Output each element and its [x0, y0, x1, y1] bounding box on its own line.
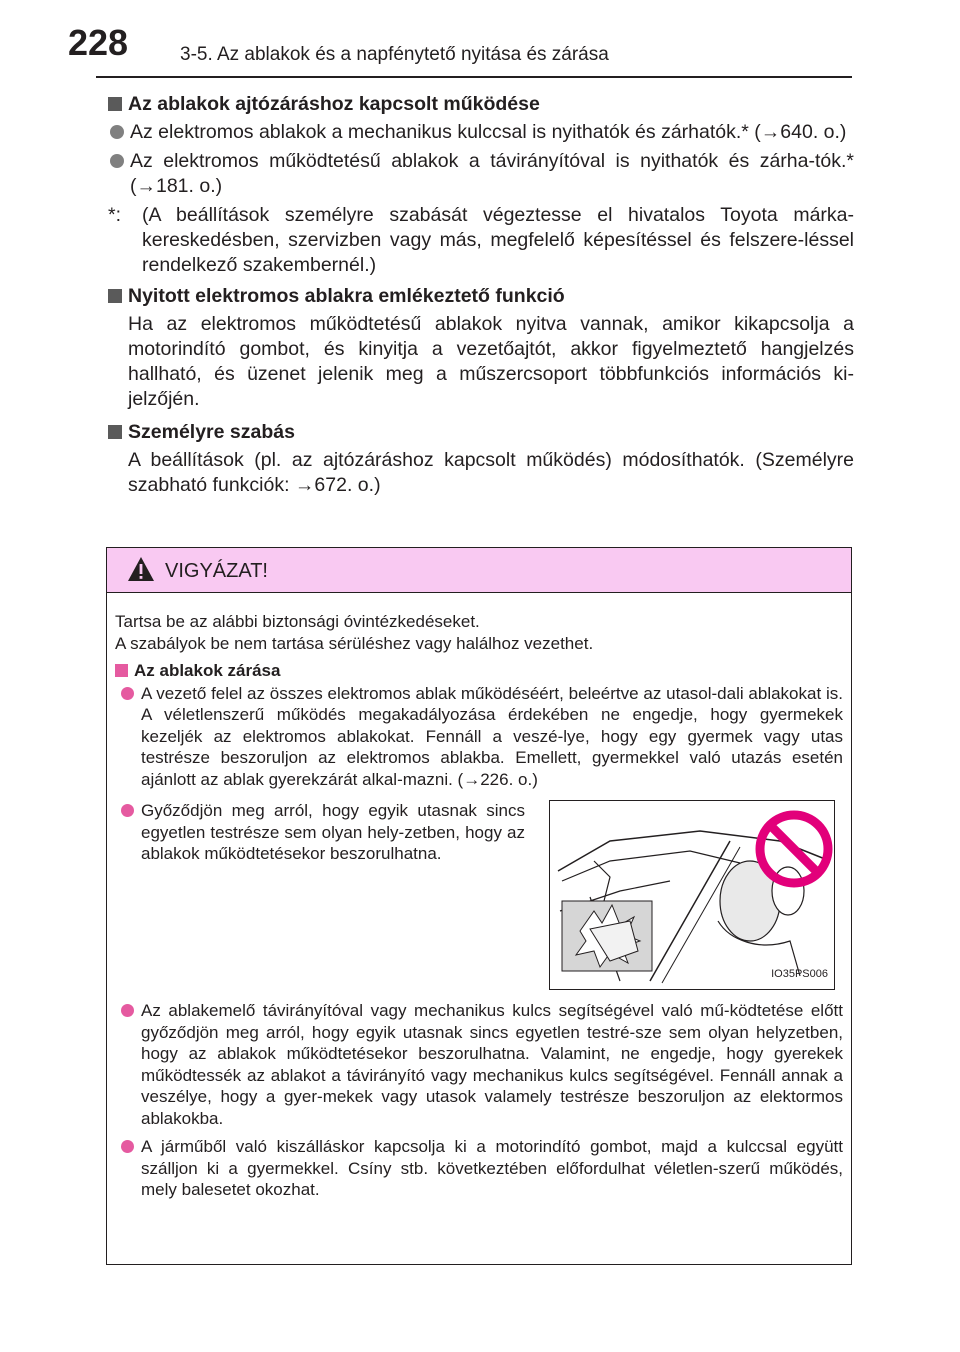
section-title: Személyre szabás [128, 421, 295, 443]
section-heading [108, 284, 854, 309]
caution-list-item-text: A vezető felel az összes elektromos ablak működéséért, beleértve az utasol-dali ablakokat is. A véletlenszerű működés megakadályozása érdekében ne engedje, hogy gyermekek kezeljék az elektromos ablakokat. Fennáll a veszé-lye, hogy egy gyermek vagy utas testrésze beszoruljon az elektromos ablakba. Emellett, gyermekkel való utazás esetén ajánlott az ablak gyerekzárát alkal-mazni. (→226. o.) [141, 683, 843, 789]
figure-code: IO35PS006 [771, 967, 828, 980]
section-paragraph: A beállítások (pl. az ajtózáráshoz kapcsolt működés) módosíthatók. (Személyre szabható funkciók: →672. o.) [128, 449, 854, 496]
round-bullet-icon [110, 154, 124, 168]
caution-list-item [115, 800, 525, 983]
car-interior-illustration [550, 801, 834, 989]
round-bullet-icon [121, 1004, 134, 1017]
round-bullet-icon [121, 804, 134, 817]
square-bullet-icon [108, 425, 122, 439]
list-item-text: Az elektromos működtetésű ablakok a távirányítóval is nyithatók és zárha-tók.* (→181. o.) [130, 150, 854, 197]
section-title: Nyitott elektromos ablakra emlékeztető funkció [128, 285, 565, 307]
section-paragraph: Ha az elektromos működtetésű ablakok nyitva vannak, amikor kikapcsolja a motorindító gombot, és kinyitja a vezetőajtót, akkor figyelmeztető hangjelzés hallható, és üzenet jelenik meg a műszercsoport többfunkciós információs ki-jelzőjén. [128, 313, 854, 410]
section-customization [108, 420, 854, 498]
list-item [108, 120, 854, 145]
warning-triangle-icon [127, 556, 155, 582]
section-heading [108, 92, 854, 117]
caution-list-item [115, 1000, 843, 1129]
page-number: 228 [68, 22, 129, 63]
caution-intro-line: Tartsa be az alábbi biztonsági óvintézkedéseket. [115, 612, 480, 631]
caution-subheading-text: Az ablakok zárása [134, 661, 281, 680]
section-reminder [108, 284, 854, 412]
list-item [108, 149, 854, 199]
caution-list-item [115, 1136, 843, 1201]
chapter-title: 3-5. Az ablakok és a napfénytető nyitása és zárása [180, 44, 609, 65]
caution-intro [115, 611, 843, 654]
footnote-mark: *: [108, 204, 122, 226]
caution-subheading [115, 660, 843, 682]
round-bullet-icon [121, 687, 134, 700]
footnote [108, 203, 854, 278]
illustration-hand-caught-in-window [549, 800, 835, 990]
caution-list-item-text: A járműből való kiszálláskor kapcsolja ki a motorindító gombot, majd a kulccsal együtt szálljon ki a gyermekkel. Csíny stb. következtében előfordulhat véletlen-szerű működés, mely balesetet okozhat. [141, 1137, 843, 1199]
round-bullet-icon [121, 1140, 134, 1153]
caution-box [106, 547, 852, 1265]
caution-title: VIGYÁZAT! [165, 560, 268, 582]
main-content [108, 92, 854, 506]
caution-list-item-text: Az ablakemelő távirányítóval vagy mechanikus kulcs segítségével való mű-ködtetése előtt győződjön meg arról, hogy egyik utasnak sincs egyetlen testré-sze sem olyan helyzetben, hogy az ablakok működtetésekor beszorulhatna. Valamint, ne engedje, hogy gyerekek működtessék az ablakot a távirányító vagy mechanikus kulcs segítségével. Fennáll annak a veszélye, hogy a gyer-mekek vagy utasok valamely testrésze beszoruljon az elektormos ablakokba. [141, 1001, 843, 1128]
caution-body [107, 593, 851, 1201]
header-rule [96, 76, 852, 78]
caution-list-item [115, 683, 843, 791]
round-bullet-icon [110, 125, 124, 139]
square-bullet-icon [108, 289, 122, 303]
section-title: Az ablakok ajtózáráshoz kapcsolt működése [128, 93, 540, 115]
list-item-text: Az elektromos ablakok a mechanikus kulccsal is nyithatók és zárhatók.* (→640. o.) [130, 121, 847, 143]
section-window-lock [108, 92, 854, 278]
square-bullet-icon [115, 664, 128, 677]
section-heading [108, 420, 854, 445]
footnote-text: (A beállítások személyre szabását végeztesse el hivatalos Toyota márka-kereskedésben, szervizben vagy más, megfelelő képesítéssel és felszere-léssel rendelkező szakembernél.) [142, 204, 854, 276]
caution-list-item-text: Győződjön meg arról, hogy egyik utasnak sincs egyetlen testrésze sem olyan hely-zetben, hogy az ablakok működtetésekor beszorulhatna. [141, 801, 525, 863]
square-bullet-icon [108, 97, 122, 111]
caution-intro-line: A szabályok be nem tartása sérüléshez vagy halálhoz vezethet. [115, 633, 594, 653]
caution-image-row [115, 800, 843, 990]
caution-header [107, 548, 851, 593]
